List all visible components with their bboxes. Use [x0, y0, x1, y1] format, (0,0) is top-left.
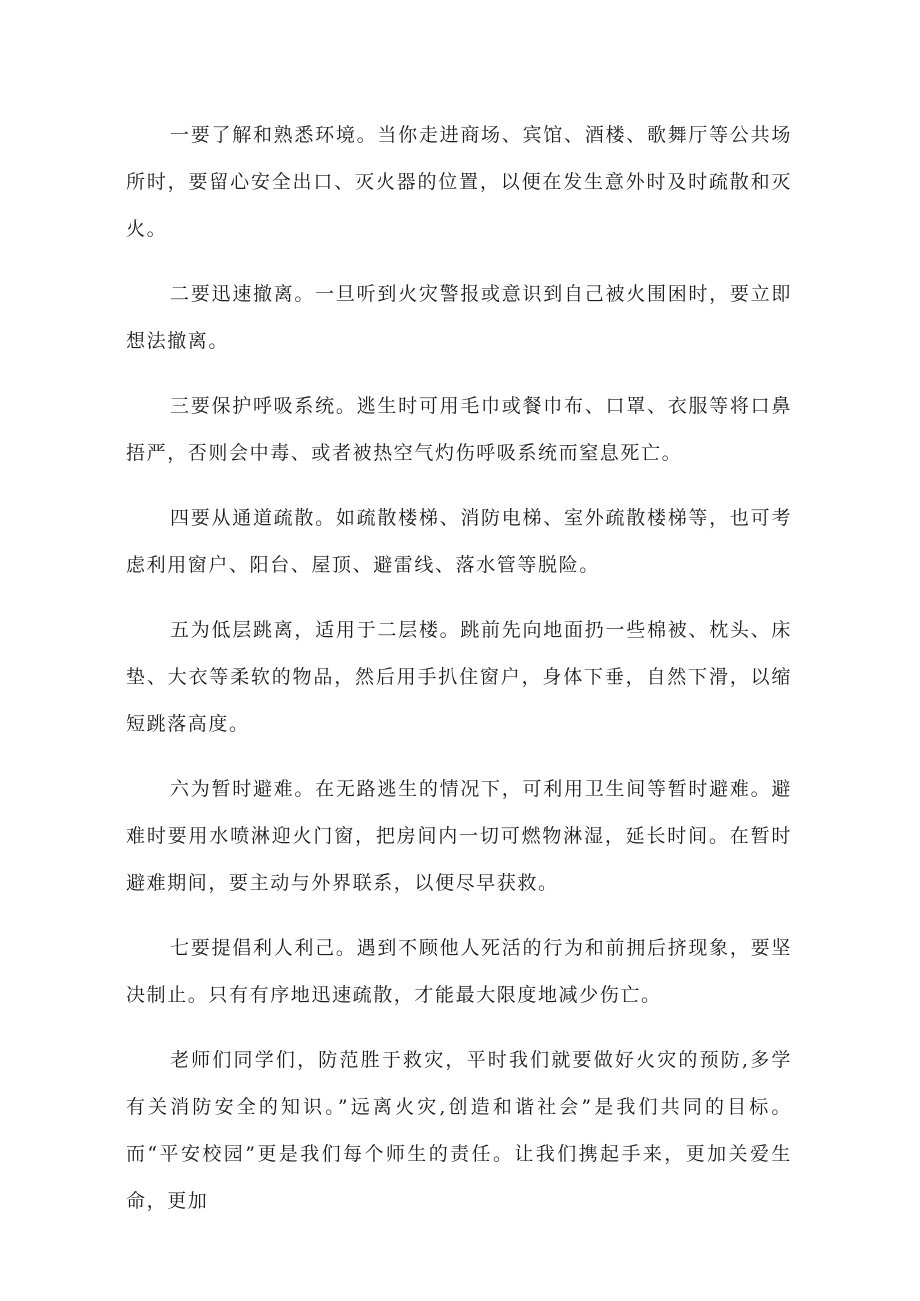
document-body: [126, 112, 792, 1243]
paragraph-evacuate-quickly: 二要迅速撤离。一旦听到火灾警报或意识到自己被火围困时，要立即想法撤离。: [126, 283, 792, 352]
paragraph-understand-environment: 一要了解和熟悉环境。当你走进商场、宾馆、酒楼、歌舞厅等公共场所时，要留心安全出口、灭火器的位置，以便在发生意外时及时疏散和灭火。: [126, 124, 792, 240]
paragraph-low-floor-jump: 五为低层跳离，适用于二层楼。跳前先向地面扔一些棉被、枕头、床垫、大衣等柔软的物品，然后用手扒住窗户，身体下垂，自然下滑，以缩短跳落高度。: [126, 619, 792, 735]
paragraph-closing-remarks: 老师们同学们，防范胜于救灾，平时我们就要做好火灾的预防,多学有关消防安全的知识。”远离火灾,创造和谐社会”是我们共同的目标。而“平安校园”更是我们每个师生的责任。让我们携起手来，更加关爱生命，更加: [126, 1049, 792, 1212]
paragraph-protect-breathing: 三要保护呼吸系统。逃生时可用毛巾或餐巾布、口罩、衣服等将口鼻捂严，否则会中毒、或者被热空气灼伤呼吸系统而窒息死亡。: [126, 395, 792, 464]
paragraph-temporary-refuge: 六为暂时避难。在无路逃生的情况下，可利用卫生间等暂时避难。避难时要用水喷淋迎火门窗，把房间内一切可燃物淋湿，延长时间。在暂时避难期间，要主动与外界联系，以便尽早获救。: [126, 778, 792, 894]
paragraph-use-passageways: 四要从通道疏散。如疏散楼梯、消防电梯、室外疏散楼梯等，也可考虑利用窗户、阳台、屋顶、避雷线、落水管等脱险。: [126, 507, 792, 576]
paragraph-help-others: 七要提倡利人利己。遇到不顾他人死活的行为和前拥后挤现象，要坚决制止。只有有序地迅速疏散，才能最大限度地减少伤亡。: [126, 937, 792, 1006]
